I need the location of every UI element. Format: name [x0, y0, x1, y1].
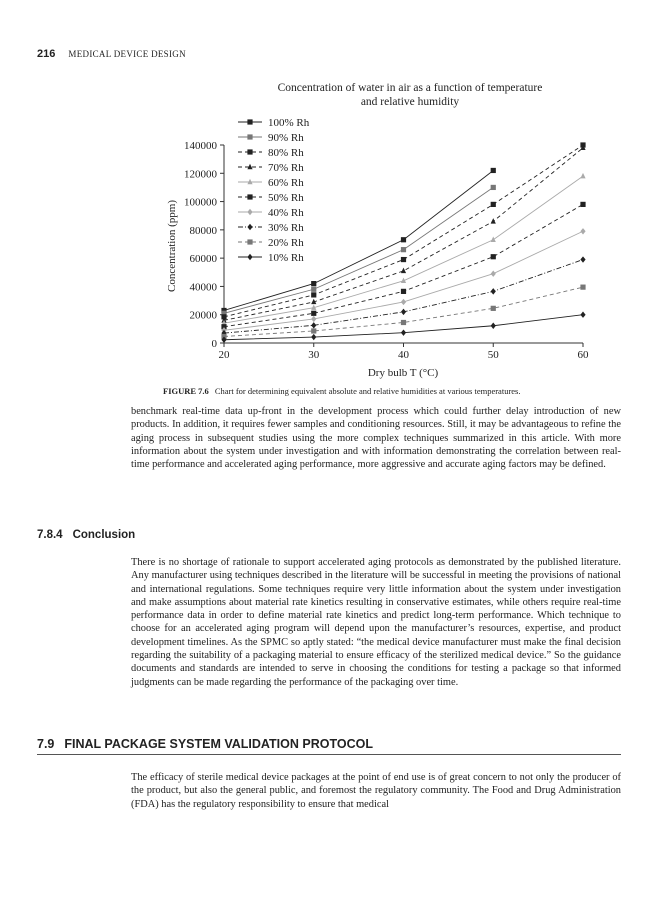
- y-tick-label: 100000: [184, 196, 217, 209]
- section-number: 7.9: [37, 737, 55, 751]
- data-point: [311, 311, 316, 316]
- section-title: Conclusion: [72, 529, 136, 541]
- series-line: [224, 315, 583, 340]
- legend-label: 50% Rh: [268, 192, 304, 204]
- data-point: [401, 237, 406, 242]
- data-point: [491, 237, 496, 242]
- legend-label: 30% Rh: [268, 222, 304, 234]
- legend-label: 100% Rh: [268, 117, 310, 129]
- data-point: [401, 320, 406, 325]
- figure-caption-text: Chart for determining equivalent absolute and relative humidities at various temperatures.: [214, 386, 521, 396]
- section-heading-conclusion: [37, 529, 135, 541]
- legend-marker: [247, 134, 252, 139]
- y-tick-label: 20000: [189, 309, 217, 322]
- data-point: [401, 268, 406, 273]
- page-number: 216: [37, 48, 56, 60]
- y-tick-label: 80000: [189, 224, 217, 237]
- legend-label: 10% Rh: [268, 252, 304, 264]
- legend-label: 40% Rh: [268, 207, 304, 219]
- y-tick-label: 120000: [184, 168, 217, 181]
- data-point: [401, 329, 406, 335]
- x-tick-label: 20: [218, 349, 230, 361]
- y-tick-label: 40000: [189, 281, 217, 294]
- paragraph-efficacy: The efficacy of sterile medical device packages at the point of end use is of great concern to not only the producer of the product, but also the general public, and foremost the regulatory community. The Food and Drug Administration (FDA) has the regulatory responsibility to ensure that medical: [131, 772, 621, 810]
- data-point: [580, 173, 585, 178]
- chart-title: Concentration of water in air as a function of temperature: [277, 82, 543, 94]
- data-point: [311, 322, 316, 328]
- data-point: [491, 185, 496, 190]
- legend-label: 20% Rh: [268, 237, 304, 249]
- legend-marker: [247, 179, 252, 184]
- data-point: [491, 306, 496, 311]
- y-axis-label: Concentration (ppm): [166, 200, 178, 292]
- legend-marker: [247, 254, 252, 260]
- data-point: [580, 228, 585, 234]
- data-point: [580, 256, 585, 262]
- chart-subtitle: and relative humidity: [360, 96, 460, 108]
- data-point: [580, 312, 585, 318]
- legend-label: 80% Rh: [268, 147, 304, 159]
- section-title: FINAL PACKAGE SYSTEM VALIDATION PROTOCOL: [64, 737, 373, 751]
- data-point: [311, 281, 316, 286]
- legend-marker: [247, 224, 252, 230]
- data-point: [311, 334, 316, 340]
- legend-marker: [247, 209, 252, 215]
- legend-label: 60% Rh: [268, 177, 304, 189]
- y-tick-label: 140000: [184, 140, 217, 152]
- figure-caption: [163, 386, 623, 396]
- y-tick-label: 60000: [189, 253, 217, 266]
- legend-marker: [247, 119, 252, 124]
- data-point: [491, 254, 496, 259]
- data-point: [580, 202, 585, 207]
- legend-marker: [247, 164, 252, 169]
- paragraph-benchmark: benchmark real-time data up-front in the development process which could further delay introduction of new products. In addition, it requires fewer samples and conditioning resources. Still, it may be advantageous to refine the aging process in subsequent studies using the more complex techniques summarized in this article. With more information about the system under investigation and with information demonstrating the correlation between real-time performance and accelerated aging performance, more aggressive and accurate aging factors may be defined.: [131, 406, 621, 471]
- legend-marker: [247, 239, 252, 244]
- paragraph-conclusion: There is no shortage of rationale to support accelerated aging protocols as demonstrated by the published literature. Any manufacturer using techniques described in the literature will be successful in meeting the provisions of national and international regulations. Some techniques require very little information about the system under investigation and make assumptions about material rate kinetics resulting in conservative estimates, while others require real-time performance data in order to define material rate kinetics and predict long-term performance. Which technique to choose for an accelerated aging program will depend upon the manufacturer’s resources, expertise, and product development timelines. As the SPMC so aptly stated: “the medical device manufacturer must make the final decision regarding the suitability of a packaging material to ensure efficacy of the sterilized medical device.” So the guidance documents and standards are intended to serve in choosing the conditions for testing a package so that informed judgments can be made regarding the performance of the packaging over time.: [131, 557, 621, 688]
- data-point: [580, 285, 585, 290]
- data-point: [401, 299, 406, 305]
- data-point: [491, 218, 496, 223]
- data-point: [491, 202, 496, 207]
- x-tick-label: 30: [308, 349, 320, 361]
- data-point: [491, 168, 496, 173]
- legend-marker: [247, 149, 252, 154]
- data-point: [401, 309, 406, 315]
- legend-label: 70% Rh: [268, 162, 304, 174]
- legend-label: 90% Rh: [268, 132, 304, 144]
- x-tick-label: 60: [577, 349, 589, 361]
- humidity-chart: [0, 0, 670, 380]
- section-heading-validation-protocol: [37, 737, 373, 751]
- series-line: [224, 170, 493, 310]
- data-point: [311, 316, 316, 322]
- data-point: [311, 328, 316, 333]
- x-tick-label: 40: [398, 349, 409, 361]
- section-number: 7.8.4: [37, 529, 63, 541]
- y-tick-label: 0: [211, 338, 217, 350]
- running-title: MEDICAL DEVICE DESIGN: [68, 49, 186, 59]
- section-rule: [37, 754, 621, 755]
- figure-label: FIGURE 7.6: [163, 386, 209, 396]
- x-axis-label: Dry bulb T (°C): [367, 367, 439, 379]
- data-point: [491, 271, 496, 277]
- data-point: [401, 289, 406, 294]
- data-point: [311, 287, 316, 292]
- data-point: [401, 257, 406, 262]
- data-point: [491, 288, 496, 294]
- data-point: [311, 292, 316, 297]
- legend-marker: [247, 194, 252, 199]
- data-point: [401, 247, 406, 252]
- x-tick-label: 50: [487, 349, 499, 361]
- data-point: [491, 323, 496, 329]
